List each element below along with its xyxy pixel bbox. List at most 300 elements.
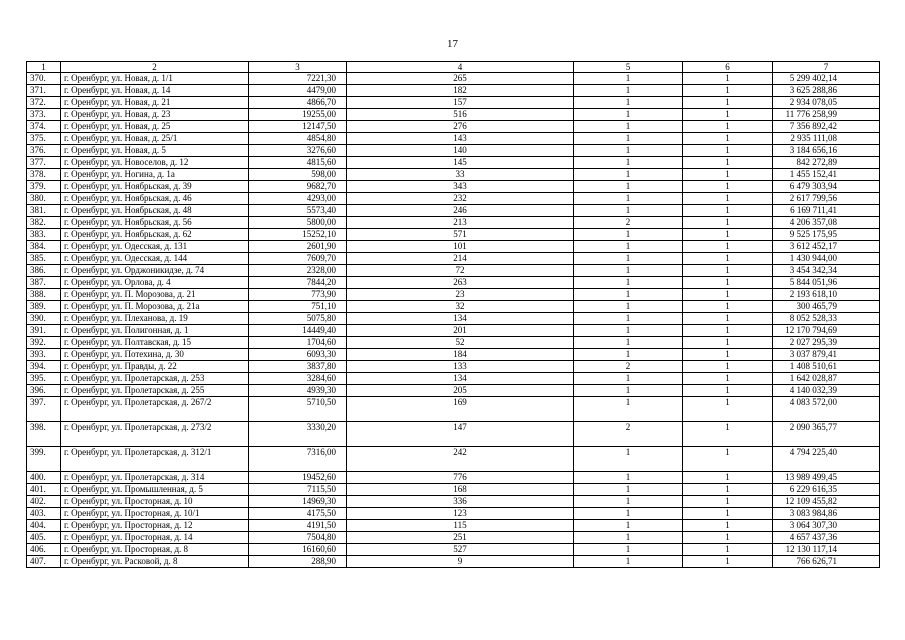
cell-c5: 1 [574, 145, 683, 157]
cell-addr: г. Оренбург, ул. Ноябрьская, д. 39 [61, 181, 249, 193]
cell-addr: г. Оренбург, ул. Пролетарская, д. 273/2 [61, 422, 249, 447]
cell-c5: 1 [574, 496, 683, 508]
cell-c5: 2 [574, 422, 683, 447]
cell-n: 406. [27, 544, 61, 556]
cell-c6: 1 [683, 205, 773, 217]
cell-c4: 776 [347, 472, 574, 484]
cell-c7: 2 617 799,56 [773, 193, 880, 205]
table-row [27, 157, 880, 169]
cell-n: 402. [27, 496, 61, 508]
cell-c5: 1 [574, 229, 683, 241]
cell-n: 373. [27, 109, 61, 121]
cell-addr: г. Оренбург, ул. П. Морозова, д. 21 [61, 289, 249, 301]
cell-c3: 3284,60 [249, 373, 347, 385]
table-row [27, 205, 880, 217]
cell-c4: 32 [347, 301, 574, 313]
cell-c3: 5573,40 [249, 205, 347, 217]
table-row [27, 73, 880, 85]
cell-n: 377. [27, 157, 61, 169]
cell-c4: 169 [347, 397, 574, 422]
cell-c6: 1 [683, 301, 773, 313]
cell-addr: г. Оренбург, ул. Промышленная, д. 5 [61, 484, 249, 496]
cell-addr: г. Оренбург, ул. Новая, д. 25/1 [61, 133, 249, 145]
cell-c3: 9682,70 [249, 181, 347, 193]
table-body [27, 73, 880, 568]
cell-c5: 1 [574, 313, 683, 325]
table-row [27, 265, 880, 277]
cell-addr: г. Оренбург, ул. Пролетарская, д. 253 [61, 373, 249, 385]
cell-c7: 4 083 572,00 [773, 397, 880, 422]
cell-n: 387. [27, 277, 61, 289]
cell-c7: 12 170 794,69 [773, 325, 880, 337]
cell-c5: 1 [574, 397, 683, 422]
cell-n: 374. [27, 121, 61, 133]
table-row [27, 337, 880, 349]
column-header: 5 [574, 62, 683, 73]
cell-c7: 766 626,71 [773, 556, 880, 568]
cell-c5: 1 [574, 241, 683, 253]
cell-c5: 2 [574, 217, 683, 229]
cell-c6: 1 [683, 544, 773, 556]
cell-c7: 1 430 944,00 [773, 253, 880, 265]
cell-c7: 4 794 225,40 [773, 447, 880, 472]
cell-c5: 1 [574, 289, 683, 301]
cell-c4: 263 [347, 277, 574, 289]
cell-c4: 276 [347, 121, 574, 133]
table-row [27, 301, 880, 313]
table-row [27, 361, 880, 373]
cell-addr: г. Оренбург, ул. Новая, д. 5 [61, 145, 249, 157]
cell-n: 388. [27, 289, 61, 301]
table-row [27, 241, 880, 253]
cell-c5: 1 [574, 337, 683, 349]
cell-c6: 1 [683, 520, 773, 532]
cell-addr: г. Оренбург, ул. Просторная, д. 10/1 [61, 508, 249, 520]
page-number: 17 [447, 38, 458, 50]
cell-c7: 12 109 455,82 [773, 496, 880, 508]
cell-addr: г. Оренбург, ул. Полтавская, д. 15 [61, 337, 249, 349]
cell-addr: г. Оренбург, ул. П. Морозова, д. 21а [61, 301, 249, 313]
cell-c4: 201 [347, 325, 574, 337]
cell-c4: 571 [347, 229, 574, 241]
cell-c7: 4 206 357,08 [773, 217, 880, 229]
cell-c6: 1 [683, 496, 773, 508]
cell-n: 405. [27, 532, 61, 544]
cell-c7: 6 169 711,41 [773, 205, 880, 217]
cell-c4: 140 [347, 145, 574, 157]
cell-c3: 7316,00 [249, 447, 347, 472]
cell-c5: 1 [574, 508, 683, 520]
cell-c6: 1 [683, 109, 773, 121]
cell-n: 397. [27, 397, 61, 422]
cell-c3: 773,90 [249, 289, 347, 301]
cell-n: 391. [27, 325, 61, 337]
cell-c5: 1 [574, 277, 683, 289]
column-header: 6 [683, 62, 773, 73]
cell-c6: 1 [683, 169, 773, 181]
cell-addr: г. Оренбург, ул. Правды, д. 22 [61, 361, 249, 373]
cell-c7: 2 090 365,77 [773, 422, 880, 447]
table-row [27, 325, 880, 337]
cell-addr: г. Оренбург, ул. Ногина, д. 1а [61, 169, 249, 181]
cell-c7: 3 064 307,30 [773, 520, 880, 532]
cell-c6: 1 [683, 472, 773, 484]
cell-n: 394. [27, 361, 61, 373]
table-row [27, 544, 880, 556]
table-row [27, 277, 880, 289]
cell-c6: 1 [683, 422, 773, 447]
cell-c6: 1 [683, 73, 773, 85]
cell-c7: 9 525 175,95 [773, 229, 880, 241]
cell-c7: 2 193 618,10 [773, 289, 880, 301]
cell-c4: 134 [347, 373, 574, 385]
cell-c6: 1 [683, 133, 773, 145]
cell-n: 376. [27, 145, 61, 157]
table-row [27, 169, 880, 181]
table-row [27, 133, 880, 145]
cell-c3: 3276,60 [249, 145, 347, 157]
cell-c6: 1 [683, 447, 773, 472]
cell-c7: 8 052 528,33 [773, 313, 880, 325]
cell-c4: 157 [347, 97, 574, 109]
cell-c3: 7221,30 [249, 73, 347, 85]
cell-n: 404. [27, 520, 61, 532]
cell-addr: г. Оренбург, ул. Новая, д. 21 [61, 97, 249, 109]
cell-c4: 123 [347, 508, 574, 520]
table-row [27, 181, 880, 193]
cell-n: 379. [27, 181, 61, 193]
cell-c3: 5800,00 [249, 217, 347, 229]
cell-c6: 1 [683, 265, 773, 277]
cell-c4: 251 [347, 532, 574, 544]
cell-c3: 14449,40 [249, 325, 347, 337]
table-row [27, 422, 880, 447]
cell-c7: 7 356 892,42 [773, 121, 880, 133]
cell-c3: 3837,80 [249, 361, 347, 373]
cell-c7: 13 989 499,45 [773, 472, 880, 484]
cell-c6: 1 [683, 349, 773, 361]
cell-c6: 1 [683, 241, 773, 253]
table-row [27, 556, 880, 568]
cell-addr: г. Оренбург, ул. Ноябрьская, д. 56 [61, 217, 249, 229]
cell-addr: г. Оренбург, ул. Расковой, д. 8 [61, 556, 249, 568]
cell-addr: г. Оренбург, ул. Пролетарская, д. 255 [61, 385, 249, 397]
cell-c7: 3 083 984,86 [773, 508, 880, 520]
cell-c7: 5 844 051,96 [773, 277, 880, 289]
cell-c6: 1 [683, 508, 773, 520]
cell-c3: 2601,90 [249, 241, 347, 253]
cell-c5: 1 [574, 556, 683, 568]
cell-n: 381. [27, 205, 61, 217]
cell-c3: 7115,50 [249, 484, 347, 496]
cell-c7: 6 479 303,94 [773, 181, 880, 193]
cell-c6: 1 [683, 337, 773, 349]
table-row [27, 313, 880, 325]
cell-c5: 1 [574, 544, 683, 556]
cell-c3: 6093,30 [249, 349, 347, 361]
cell-c6: 1 [683, 484, 773, 496]
cell-addr: г. Оренбург, ул. Пролетарская, д. 267/2 [61, 397, 249, 422]
table-row [27, 496, 880, 508]
cell-c6: 1 [683, 85, 773, 97]
cell-c6: 1 [683, 556, 773, 568]
cell-c4: 343 [347, 181, 574, 193]
cell-c5: 1 [574, 484, 683, 496]
cell-c3: 2328,00 [249, 265, 347, 277]
cell-c5: 1 [574, 301, 683, 313]
cell-c5: 1 [574, 325, 683, 337]
table-row [27, 520, 880, 532]
cell-c7: 2 934 078,05 [773, 97, 880, 109]
cell-n: 385. [27, 253, 61, 265]
cell-c7: 1 642 028,87 [773, 373, 880, 385]
cell-addr: г. Оренбург, ул. Новоселов, д. 12 [61, 157, 249, 169]
cell-c6: 1 [683, 277, 773, 289]
cell-c5: 1 [574, 373, 683, 385]
cell-c3: 4854,80 [249, 133, 347, 145]
cell-n: 396. [27, 385, 61, 397]
cell-c6: 1 [683, 217, 773, 229]
cell-c6: 1 [683, 397, 773, 422]
cell-c3: 5075,80 [249, 313, 347, 325]
cell-c6: 1 [683, 157, 773, 169]
cell-c5: 1 [574, 349, 683, 361]
table-row [27, 397, 880, 422]
cell-c4: 23 [347, 289, 574, 301]
cell-c6: 1 [683, 289, 773, 301]
cell-c5: 1 [574, 109, 683, 121]
cell-c7: 12 130 117,14 [773, 544, 880, 556]
cell-n: 407. [27, 556, 61, 568]
cell-c7: 2 935 111,08 [773, 133, 880, 145]
cell-c7: 842 272,89 [773, 157, 880, 169]
cell-n: 382. [27, 217, 61, 229]
cell-n: 390. [27, 313, 61, 325]
cell-c5: 1 [574, 133, 683, 145]
cell-addr: г. Оренбург, ул. Просторная, д. 10 [61, 496, 249, 508]
cell-c5: 1 [574, 193, 683, 205]
cell-c3: 7844,20 [249, 277, 347, 289]
cell-c3: 19255,00 [249, 109, 347, 121]
cell-addr: г. Оренбург, ул. Ноябрьская, д. 46 [61, 193, 249, 205]
table-row [27, 472, 880, 484]
cell-n: 393. [27, 349, 61, 361]
cell-c3: 3330,20 [249, 422, 347, 447]
cell-n: 383. [27, 229, 61, 241]
cell-c4: 265 [347, 73, 574, 85]
cell-c3: 16160,60 [249, 544, 347, 556]
table-row [27, 109, 880, 121]
cell-addr: г. Оренбург, ул. Просторная, д. 8 [61, 544, 249, 556]
table-row [27, 217, 880, 229]
cell-c3: 4191,50 [249, 520, 347, 532]
cell-addr: г. Оренбург, ул. Потехина, д. 30 [61, 349, 249, 361]
cell-addr: г. Оренбург, ул. Пролетарская, д. 312/1 [61, 447, 249, 472]
cell-c3: 1704,60 [249, 337, 347, 349]
cell-n: 370. [27, 73, 61, 85]
cell-n: 386. [27, 265, 61, 277]
table-row [27, 484, 880, 496]
cell-c7: 1 455 152,41 [773, 169, 880, 181]
cell-n: 371. [27, 85, 61, 97]
cell-c5: 1 [574, 157, 683, 169]
cell-c6: 1 [683, 532, 773, 544]
cell-c4: 145 [347, 157, 574, 169]
cell-addr: г. Оренбург, ул. Ноябрьская, д. 48 [61, 205, 249, 217]
cell-c6: 1 [683, 313, 773, 325]
cell-c4: 133 [347, 361, 574, 373]
table-row [27, 193, 880, 205]
table-row [27, 253, 880, 265]
table-row [27, 97, 880, 109]
cell-n: 392. [27, 337, 61, 349]
cell-c5: 1 [574, 265, 683, 277]
cell-c4: 242 [347, 447, 574, 472]
cell-n: 398. [27, 422, 61, 447]
cell-addr: г. Оренбург, ул. Орджоникидзе, д. 74 [61, 265, 249, 277]
cell-c5: 1 [574, 73, 683, 85]
column-header: 4 [347, 62, 574, 73]
cell-c4: 205 [347, 385, 574, 397]
cell-addr: г. Оренбург, ул. Одесская, д. 131 [61, 241, 249, 253]
cell-c6: 1 [683, 193, 773, 205]
cell-c7: 4 657 437,36 [773, 532, 880, 544]
cell-c4: 232 [347, 193, 574, 205]
cell-addr: г. Оренбург, ул. Новая, д. 23 [61, 109, 249, 121]
cell-c7: 1 408 510,61 [773, 361, 880, 373]
cell-c5: 1 [574, 85, 683, 97]
cell-addr: г. Оренбург, ул. Ноябрьская, д. 62 [61, 229, 249, 241]
cell-c7: 3 612 452,17 [773, 241, 880, 253]
cell-c5: 1 [574, 532, 683, 544]
cell-c4: 134 [347, 313, 574, 325]
cell-n: 378. [27, 169, 61, 181]
cell-addr: г. Оренбург, ул. Плеханова, д. 19 [61, 313, 249, 325]
cell-c5: 1 [574, 181, 683, 193]
cell-c3: 14969,30 [249, 496, 347, 508]
cell-c3: 15252,10 [249, 229, 347, 241]
cell-c3: 7504,80 [249, 532, 347, 544]
cell-c4: 52 [347, 337, 574, 349]
cell-c4: 115 [347, 520, 574, 532]
cell-c5: 2 [574, 361, 683, 373]
column-header: 2 [61, 62, 249, 73]
table-row [27, 373, 880, 385]
column-header: 3 [249, 62, 347, 73]
cell-c4: 182 [347, 85, 574, 97]
cell-n: 400. [27, 472, 61, 484]
cell-addr: г. Оренбург, ул. Новая, д. 1/1 [61, 73, 249, 85]
cell-c4: 101 [347, 241, 574, 253]
cell-c5: 1 [574, 169, 683, 181]
cell-n: 380. [27, 193, 61, 205]
cell-c6: 1 [683, 373, 773, 385]
table-row [27, 385, 880, 397]
cell-c5: 1 [574, 447, 683, 472]
cell-c7: 11 776 258,99 [773, 109, 880, 121]
cell-c6: 1 [683, 385, 773, 397]
cell-c7: 5 299 402,14 [773, 73, 880, 85]
cell-c3: 4815,60 [249, 157, 347, 169]
housing-table [26, 61, 880, 568]
cell-addr: г. Оренбург, ул. Орлова, д. 4 [61, 277, 249, 289]
cell-c4: 246 [347, 205, 574, 217]
cell-c4: 214 [347, 253, 574, 265]
cell-c6: 1 [683, 361, 773, 373]
cell-c6: 1 [683, 145, 773, 157]
cell-n: 395. [27, 373, 61, 385]
table-row [27, 85, 880, 97]
cell-c7: 6 229 616,35 [773, 484, 880, 496]
cell-c7: 3 625 288,86 [773, 85, 880, 97]
cell-c6: 1 [683, 97, 773, 109]
table-row [27, 508, 880, 520]
cell-c3: 19452,60 [249, 472, 347, 484]
cell-n: 401. [27, 484, 61, 496]
cell-c5: 1 [574, 253, 683, 265]
cell-c4: 516 [347, 109, 574, 121]
cell-c3: 5710,50 [249, 397, 347, 422]
cell-c4: 72 [347, 265, 574, 277]
cell-c7: 300 465,79 [773, 301, 880, 313]
cell-c7: 4 140 032,39 [773, 385, 880, 397]
cell-c4: 143 [347, 133, 574, 145]
cell-n: 403. [27, 508, 61, 520]
cell-addr: г. Оренбург, ул. Просторная, д. 14 [61, 532, 249, 544]
header-row [27, 62, 880, 73]
cell-c3: 4866,70 [249, 97, 347, 109]
cell-c6: 1 [683, 181, 773, 193]
cell-c5: 1 [574, 472, 683, 484]
cell-c3: 4939,30 [249, 385, 347, 397]
table-row [27, 447, 880, 472]
cell-c5: 1 [574, 520, 683, 532]
cell-c6: 1 [683, 253, 773, 265]
cell-c4: 168 [347, 484, 574, 496]
table-row [27, 229, 880, 241]
cell-n: 399. [27, 447, 61, 472]
table-row [27, 121, 880, 133]
cell-n: 375. [27, 133, 61, 145]
cell-c4: 33 [347, 169, 574, 181]
cell-n: 389. [27, 301, 61, 313]
cell-addr: г. Оренбург, ул. Новая, д. 25 [61, 121, 249, 133]
cell-c3: 4175,50 [249, 508, 347, 520]
cell-c3: 4293,00 [249, 193, 347, 205]
cell-c7: 3 454 342,34 [773, 265, 880, 277]
cell-c4: 336 [347, 496, 574, 508]
cell-c5: 1 [574, 205, 683, 217]
cell-c5: 1 [574, 121, 683, 133]
cell-c5: 1 [574, 385, 683, 397]
table-row [27, 532, 880, 544]
cell-c6: 1 [683, 121, 773, 133]
cell-c3: 7609,70 [249, 253, 347, 265]
cell-addr: г. Оренбург, ул. Просторная, д. 12 [61, 520, 249, 532]
cell-c3: 751,10 [249, 301, 347, 313]
cell-c4: 527 [347, 544, 574, 556]
cell-addr: г. Оренбург, ул. Полигонная, д. 1 [61, 325, 249, 337]
cell-addr: г. Оренбург, ул. Одесская, д. 144 [61, 253, 249, 265]
cell-c7: 3 037 879,41 [773, 349, 880, 361]
column-header: 1 [27, 62, 61, 73]
cell-c3: 288,90 [249, 556, 347, 568]
cell-c4: 184 [347, 349, 574, 361]
cell-c4: 213 [347, 217, 574, 229]
cell-c7: 3 184 656,16 [773, 145, 880, 157]
table-row [27, 349, 880, 361]
cell-c7: 2 027 295,39 [773, 337, 880, 349]
